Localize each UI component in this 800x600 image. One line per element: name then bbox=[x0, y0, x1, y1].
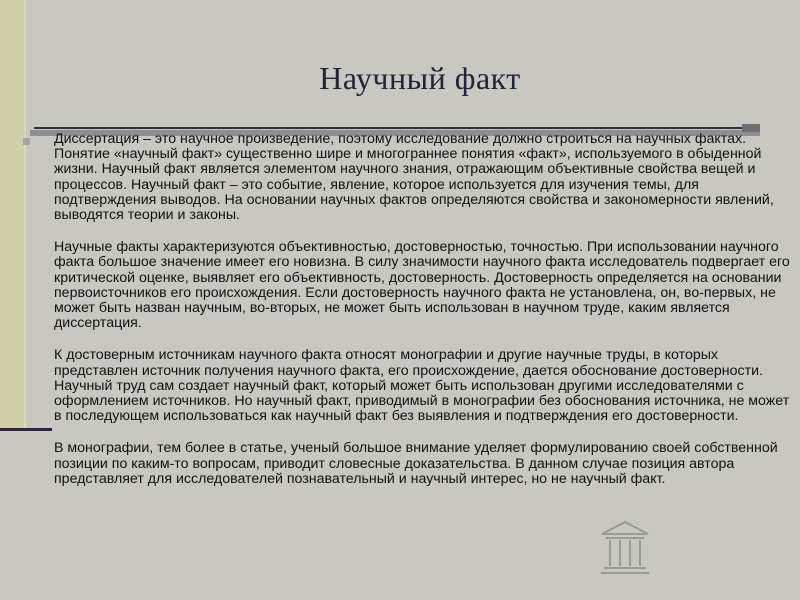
slide-title: Научный факт bbox=[319, 60, 521, 96]
building-watermark-icon bbox=[598, 520, 652, 578]
square-bullet-icon bbox=[23, 138, 30, 145]
slide-body bbox=[54, 132, 794, 504]
paragraph-4: В монографии, тем более в статье, ученый большое внимание уделяет формулированию своей собственной позиции по каким-то вопросам, приводит словесные доказательства. В данном случае позиция автора представляет для исследователей познавательный и научный интерес, но не научный факт. bbox=[54, 440, 778, 487]
paragraph-1: Диссертация – это научное произведение, поэтому исследование должно строиться на научных фактах. Понятие «научный факт» существенно шире и многограннее понятия «факт», используемого в обыденной жизни. Научный факт является элементом научного знания, отражающим объективные свойства вещей и процессов. Научный факт – это событие, явление, которое используется для изучения темы, для подтверждения выводов. На основании научных фактов определяются свойства и закономерности явлений, выводятся теории и законы. bbox=[54, 131, 774, 224]
paragraph-3: К достоверным источникам научного факта относят монографии и другие научные труды, в которых представлен источник получения научного факта, его происхождение, дается обоснование достоверности. Научный труд сам создает научный факт, который может быть использован другими исследователями с оформлением источников. Но научный факт, приводимый в монографии без обоснования источника, не может в последующем использоваться как научный факт без выявления и подтверждения его достоверности. bbox=[54, 347, 790, 425]
left-bottom-rule bbox=[0, 428, 52, 431]
title-underline-dark bbox=[34, 127, 742, 129]
paragraph-2: Научные факты характеризуются объективностью, достоверностью, точностью. При использовании научного факта большое значение имеет его новизна. В силу значимости научного факта исследователь подвергает его критической оценке, выявляет его объективность, достоверность. Достоверность определяется на основании первоисточников его происхождения. Если достоверность научного факта не установлена, он, во-первых, не может быть назван научным, во-вторых, не может быть использован в научном труде, каким является диссертация. bbox=[54, 239, 790, 332]
